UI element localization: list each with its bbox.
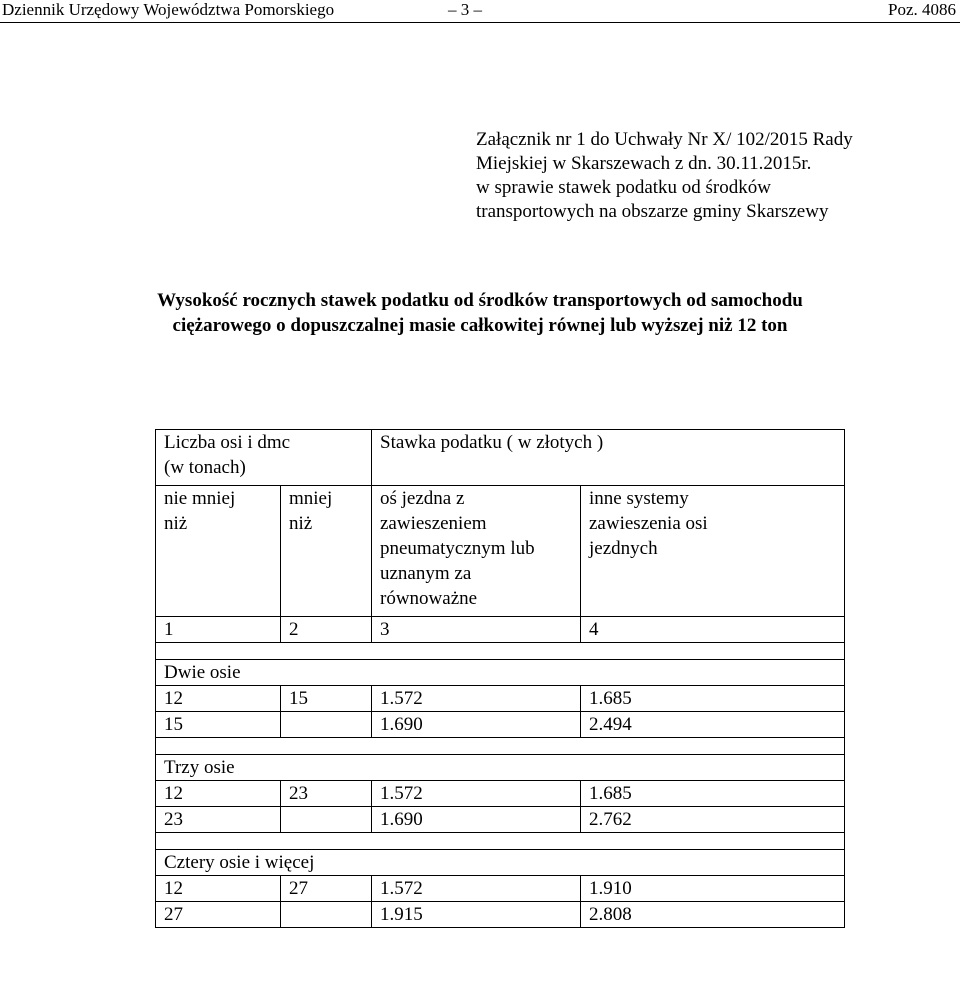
axle-group-label: Cztery osie i więcej — [156, 850, 845, 876]
column-numbers-row — [156, 617, 845, 643]
less-than-header: mniej niż — [281, 486, 372, 617]
table-row — [156, 781, 845, 807]
spacer-row — [156, 833, 845, 850]
pneumatic-rate-cell: 1.572 — [372, 781, 581, 807]
axles-dmc-header: Liczba osi i dmc (w tonach) — [156, 430, 372, 486]
tax-rates-table — [155, 429, 845, 928]
min-tonnage-cell: 12 — [156, 781, 281, 807]
max-tonnage-cell: 15 — [281, 686, 372, 712]
group-label-row — [156, 850, 845, 876]
other-rate-cell: 2.808 — [581, 902, 845, 928]
spacer-row — [156, 738, 845, 755]
pneumatic-rate-cell: 1.572 — [372, 686, 581, 712]
group-label-row — [156, 660, 845, 686]
max-tonnage-cell — [281, 902, 372, 928]
min-tonnage-cell: 12 — [156, 876, 281, 902]
table-row — [156, 686, 845, 712]
rate-header: Stawka podatku ( w złotych ) — [372, 430, 845, 486]
page-header — [0, 0, 960, 23]
other-rate-cell: 1.685 — [581, 781, 845, 807]
other-rate-cell: 1.910 — [581, 876, 845, 902]
column-number: 2 — [281, 617, 372, 643]
title-line: Wysokość rocznych stawek podatku od środków transportowych od samochodu — [157, 290, 803, 311]
pneumatic-rate-cell: 1.572 — [372, 876, 581, 902]
title-line: ciężarowego o dopuszczalnej masie całkowitej równej lub wyższej niż 12 ton — [172, 315, 788, 336]
min-tonnage-cell: 27 — [156, 902, 281, 928]
pneumatic-header: oś jezdna z zawieszeniem pneumatycznym lub uznanym za równoważne — [372, 486, 581, 617]
min-tonnage-cell: 15 — [156, 712, 281, 738]
annex-note — [476, 128, 946, 224]
spacer-cell — [156, 643, 845, 660]
annex-line: Miejskiej w Skarszewach z dn. 30.11.2015r. — [476, 153, 812, 174]
table-row — [156, 902, 845, 928]
other-rate-cell: 2.494 — [581, 712, 845, 738]
annex-line: transportowych na obszarze gminy Skarszewy — [476, 201, 829, 222]
column-number: 4 — [581, 617, 845, 643]
axle-group-label: Dwie osie — [156, 660, 845, 686]
page-number: – 3 – — [448, 0, 482, 19]
position-number: Poz. 4086 — [888, 0, 956, 19]
group-label-row — [156, 755, 845, 781]
column-number: 3 — [372, 617, 581, 643]
column-number: 1 — [156, 617, 281, 643]
min-tonnage-cell: 23 — [156, 807, 281, 833]
pneumatic-rate-cell: 1.690 — [372, 807, 581, 833]
table-row — [156, 712, 845, 738]
table-row — [156, 876, 845, 902]
table-header-row — [156, 430, 845, 486]
spacer-cell — [156, 738, 845, 755]
spacer-cell — [156, 833, 845, 850]
pneumatic-rate-cell: 1.690 — [372, 712, 581, 738]
annex-line: w sprawie stawek podatku od środków — [476, 177, 771, 198]
journal-name: Dziennik Urzędowy Województwa Pomorskiego — [2, 0, 335, 19]
document-title — [20, 288, 940, 338]
annex-line: Załącznik nr 1 do Uchwały Nr X/ 102/2015 Rady — [476, 129, 853, 150]
max-tonnage-cell — [281, 807, 372, 833]
max-tonnage-cell — [281, 712, 372, 738]
table-subheader-row — [156, 486, 845, 617]
axle-group-label: Trzy osie — [156, 755, 845, 781]
max-tonnage-cell: 23 — [281, 781, 372, 807]
pneumatic-rate-cell: 1.915 — [372, 902, 581, 928]
other-suspension-header: inne systemy zawieszenia osi jezdnych — [581, 486, 845, 617]
not-less-header: nie mniej niż — [156, 486, 281, 617]
spacer-row — [156, 643, 845, 660]
max-tonnage-cell: 27 — [281, 876, 372, 902]
min-tonnage-cell: 12 — [156, 686, 281, 712]
other-rate-cell: 1.685 — [581, 686, 845, 712]
other-rate-cell: 2.762 — [581, 807, 845, 833]
table-row — [156, 807, 845, 833]
